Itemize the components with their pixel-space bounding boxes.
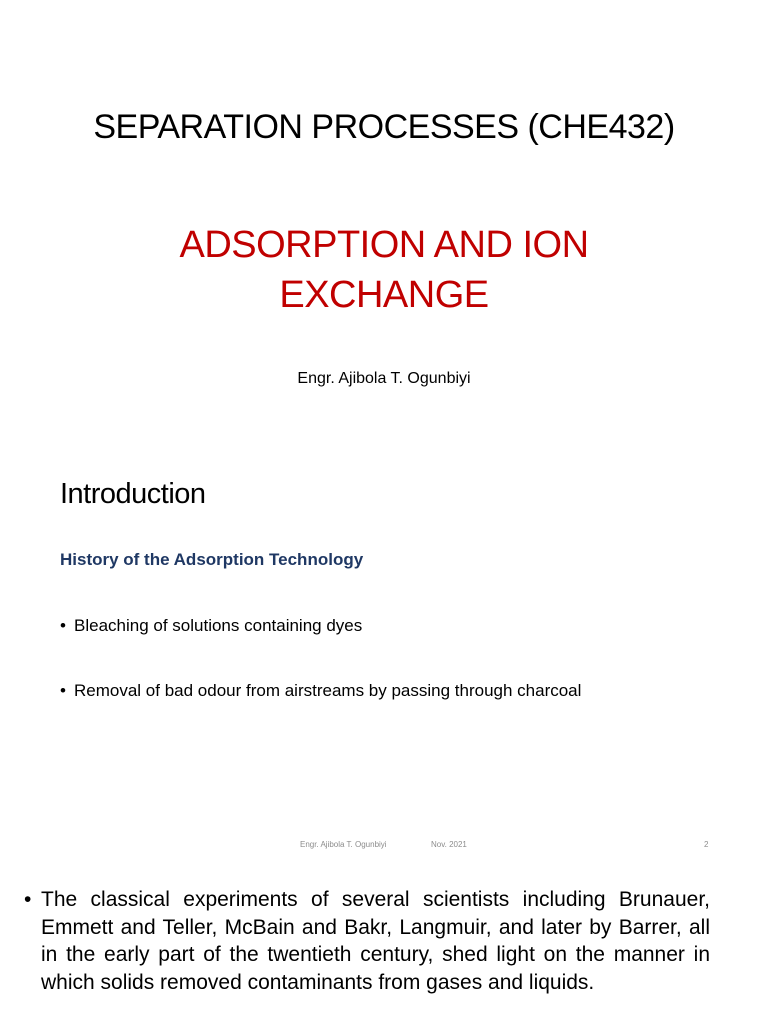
footer-author: Engr. Ajibola T. Ogunbiyi xyxy=(300,840,387,849)
bullet-item xyxy=(60,681,581,701)
slide-heading: Introduction xyxy=(60,478,206,510)
bullet-marker: • xyxy=(60,616,66,635)
topic-title xyxy=(84,220,684,320)
paragraph-text: The classical experiments of several scientists including Brunauer, Emmett and Teller, McBain and Bakr, Langmuir, and later by Barrer, all in the early part of the twentieth century, shed light on the manner in which solids removed contaminants from gases and liquids. xyxy=(41,888,710,994)
bullet-item xyxy=(60,616,362,636)
course-title: SEPARATION PROCESSES (CHE432) xyxy=(93,108,675,146)
bullet-marker: • xyxy=(24,888,32,911)
author-name: Engr. Ajibola T. Ogunbiyi xyxy=(297,370,471,387)
footer-date: Nov. 2021 xyxy=(431,840,467,849)
bullet-text: Bleaching of solutions containing dyes xyxy=(74,616,363,635)
bullet-text: Removal of bad odour from airstreams by passing through charcoal xyxy=(74,681,582,700)
content-slide xyxy=(0,862,768,1024)
bullet-paragraph xyxy=(24,886,710,996)
introduction-slide xyxy=(0,432,768,862)
title-slide xyxy=(0,0,768,432)
bullet-marker: • xyxy=(60,681,66,700)
footer-page-number: 2 xyxy=(704,840,709,849)
topic-title-line-1: ADSORPTION AND ION xyxy=(179,224,589,266)
topic-title-line-2: EXCHANGE xyxy=(279,274,489,316)
slide-subheading: History of the Adsorption Technology xyxy=(60,550,364,569)
